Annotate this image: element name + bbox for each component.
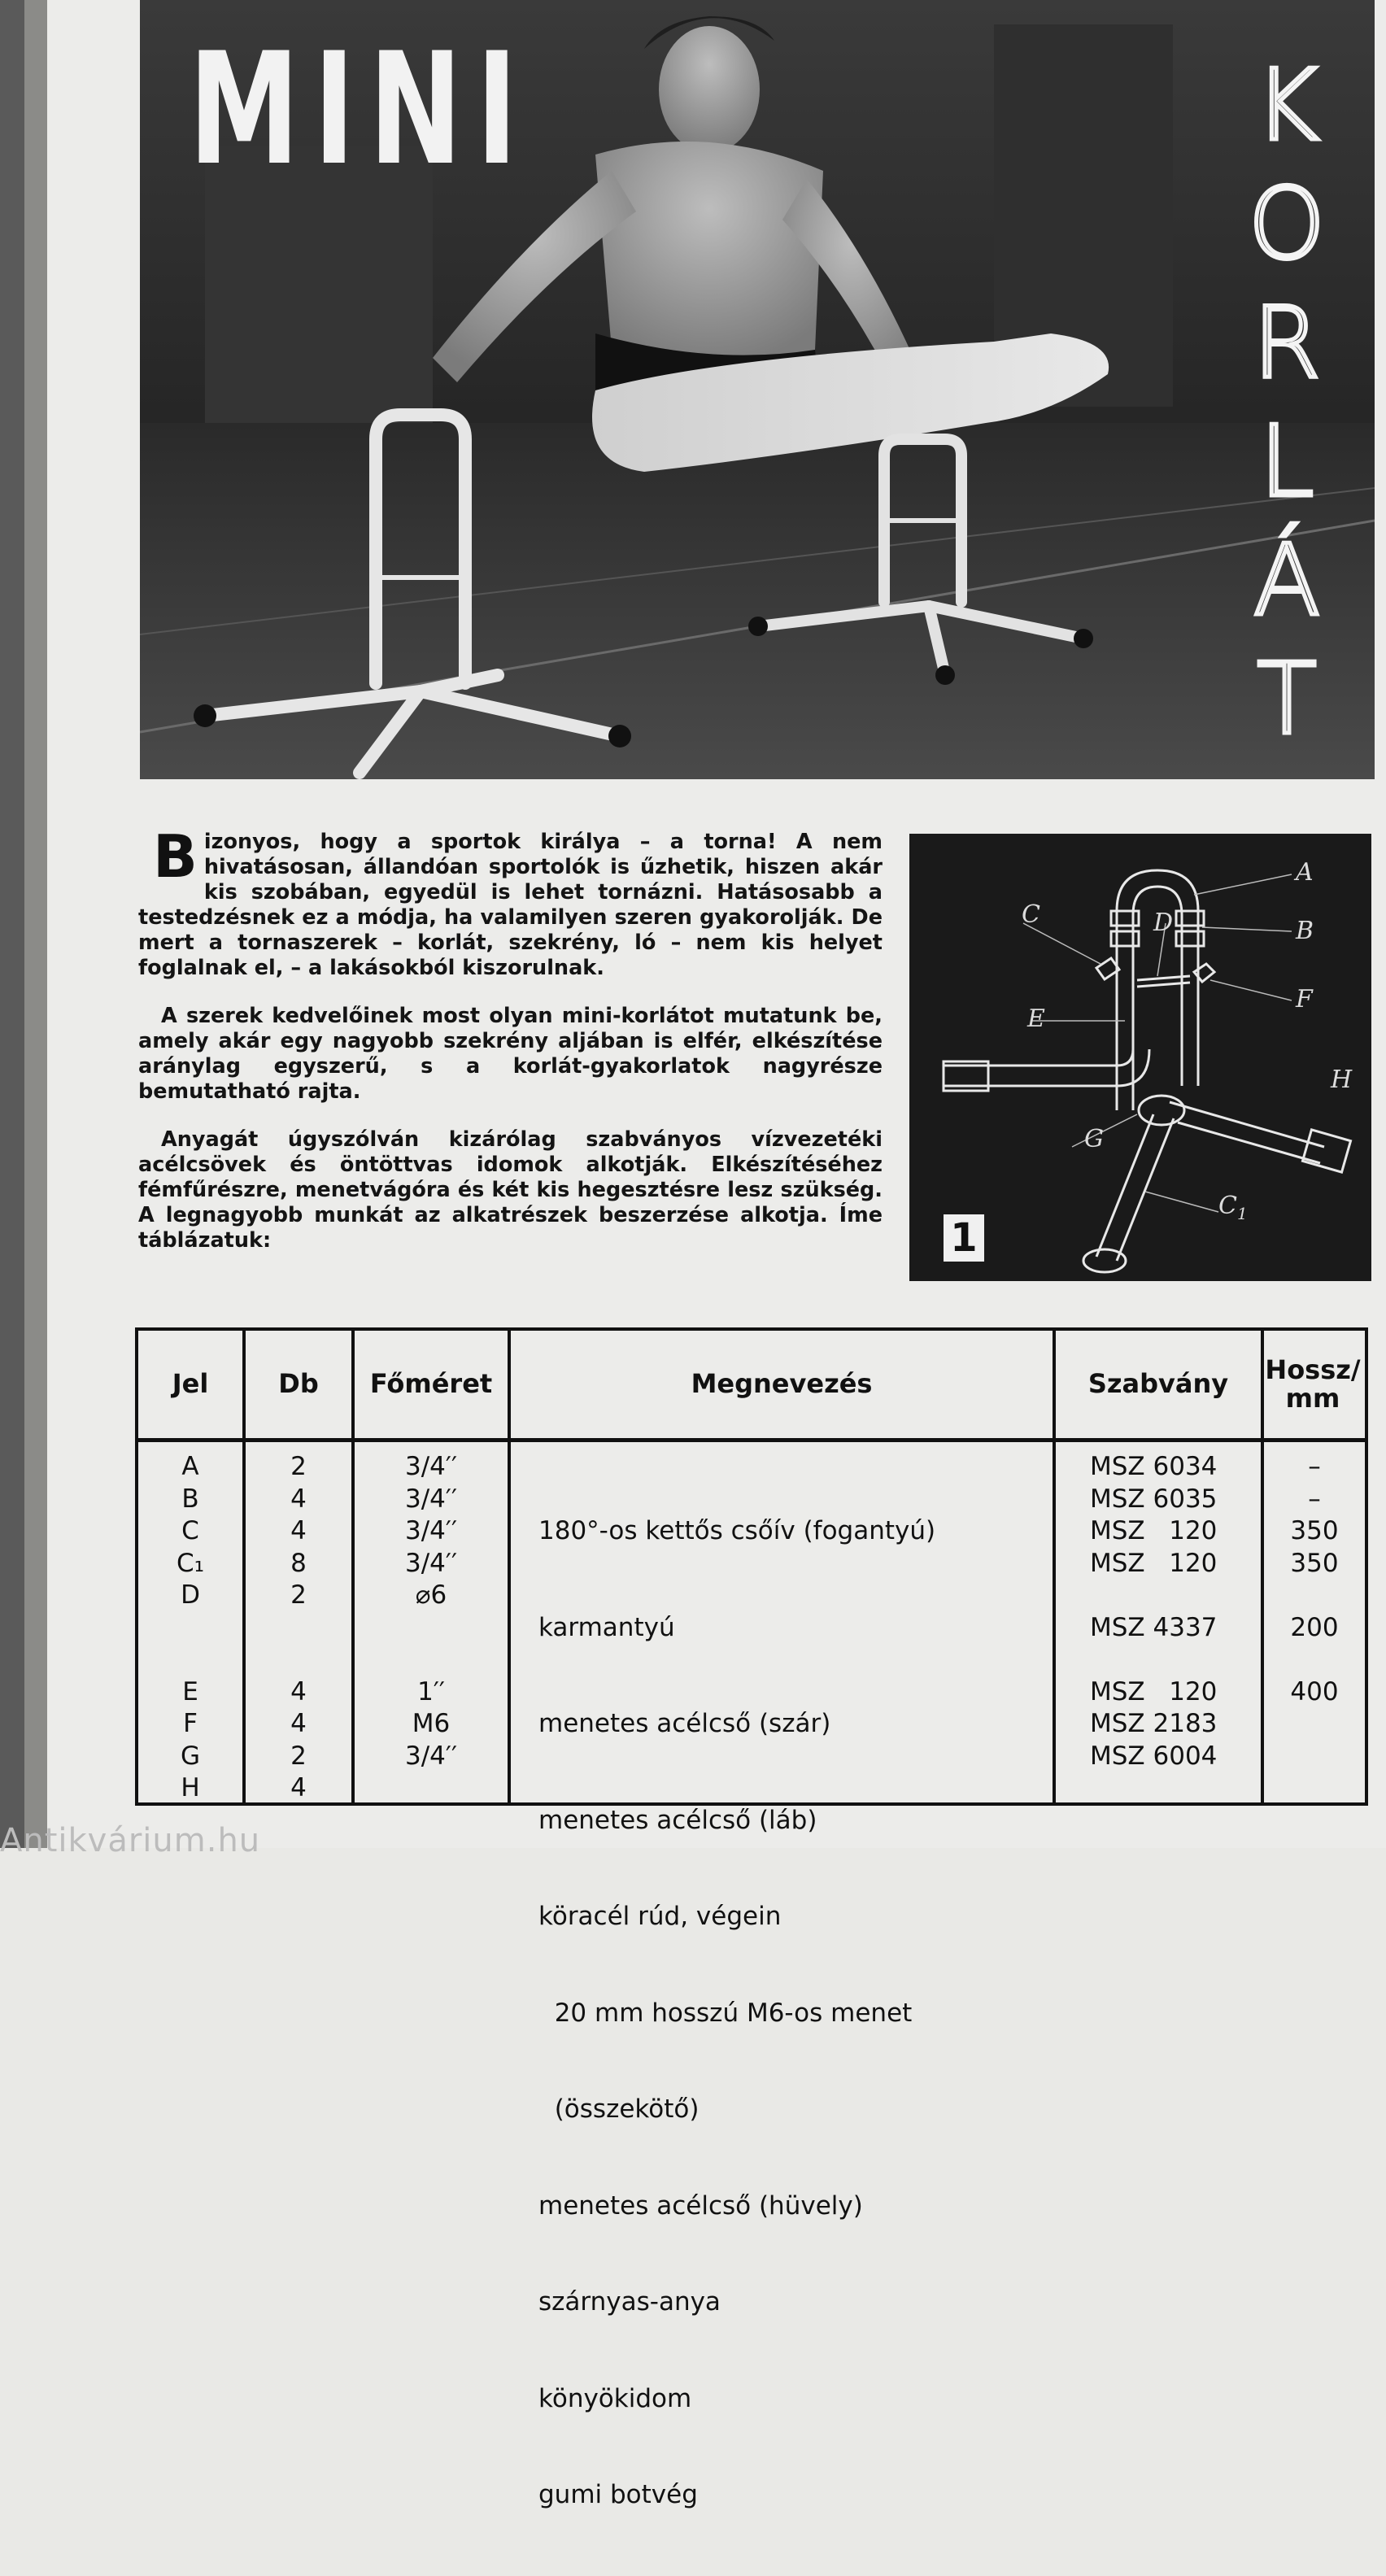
cell-fomeret: 1′′ <box>417 1676 445 1706</box>
cell-megnevezes: könyökidom <box>538 2383 692 2413</box>
cell-hossz: 350 <box>1290 1548 1339 1578</box>
paragraph-1 <box>138 822 883 981</box>
title-letter: K <box>1254 50 1319 163</box>
label-d: D <box>1153 909 1174 937</box>
cell-hossz <box>1264 1644 1365 1676</box>
label-c1 <box>1218 1192 1248 1223</box>
cell-megnevezes: gumi botvég <box>538 2480 698 2509</box>
label-a: A <box>1296 858 1314 887</box>
cell-szabvany: MSZ 120 <box>1090 1516 1218 1545</box>
watermark: Antikvárium.hu <box>0 1822 261 1859</box>
header-hossz: Hossz/ mm <box>1265 1353 1361 1414</box>
cell-jel: G <box>180 1741 201 1771</box>
cell-jel: H <box>181 1773 200 1802</box>
cell-fomeret: 3/4′′ <box>405 1484 457 1514</box>
cell-jel: F <box>183 1709 198 1738</box>
paragraph-2: A szerek kedvelőinek most olyan mini-korlátot mutatunk be, amely akár egy nagyobb szekrény aljában is elfér, elkészítése aránylag egyszerű, s a korlát-gyakorlatok nagyrésze bemutatható rajta. <box>138 1004 883 1104</box>
title-korlat <box>1222 47 1352 760</box>
cell-db: 4 <box>290 1773 307 1802</box>
page-binding-shadow <box>24 0 47 1848</box>
paragraph-1-text: izonyos, hogy a sportok királya – a torna! A nem hivatásosan, állandóan sportolók is űzhetik, hiszen akár kis szobában, egyedül is lehet tornázni. Hatásosabb a testedzésnek ez a módja, ha valamilyen szeren gyakorolják. De mert a tornaszerek – korlát, szekrény, ló – nem kis helyet foglalnak el, – a lakásokból kiszorulnak. <box>138 830 883 980</box>
column-db <box>246 1451 351 1805</box>
cell-jel <box>138 1612 242 1645</box>
cell-jel: C₁ <box>176 1548 205 1578</box>
cell-hossz: 350 <box>1290 1516 1339 1545</box>
drop-cap: B <box>153 822 198 891</box>
cell-megnevezes: menetes acélcső (hüvely) <box>538 2190 863 2221</box>
table-header-rule <box>138 1438 1365 1442</box>
cell-szabvany: MSZ 120 <box>1090 1548 1218 1578</box>
cell-szabvany: MSZ 4337 <box>1090 1612 1218 1642</box>
cell-hossz <box>1264 1741 1365 1773</box>
cell-jel <box>138 1644 242 1676</box>
cell-szabvany <box>1090 1772 1261 1805</box>
cell-fomeret: 3/4′′ <box>405 1516 457 1545</box>
cell-db: 4 <box>290 1484 307 1514</box>
title-mini: MINI <box>189 20 532 199</box>
title-letter: L <box>1259 406 1314 519</box>
label-g: G <box>1084 1125 1104 1153</box>
cell-db: 2 <box>290 1741 307 1771</box>
cell-jel: B <box>181 1484 199 1514</box>
column-jel <box>138 1451 242 1805</box>
header-megnevezes: Megnevezés <box>691 1368 873 1400</box>
cell-szabvany: MSZ 120 <box>1090 1676 1218 1706</box>
cell-megnevezes: 20 mm hosszú M6-os menet <box>538 1998 913 2028</box>
cell-megnevezes: szárnyas-anya <box>538 2287 721 2317</box>
parts-table <box>135 1327 1368 2509</box>
cell-db: 4 <box>290 1709 307 1738</box>
paragraph-3: Anyagát úgyszólván kizárólag szabványos vízvezetéki acélcsövek és öntöttvas idomok alkotják. Elkészítéséhez fémfűrészre, menetvágóra és két kis hegesztésre lesz szükség. A legnagyobb munkát az alkatrészek beszerzése alkotja. Íme táblázatuk: <box>138 1127 883 1253</box>
cell-megnevezes: köracél rúd, végein <box>538 1902 782 1931</box>
column-fomeret <box>355 1451 508 1805</box>
cell-megnevezes: menetes acélcső (szár) <box>538 1709 831 1738</box>
figure-1-diagram <box>909 834 1371 1281</box>
header-db: Db <box>278 1368 319 1400</box>
cell-jel: D <box>181 1580 200 1610</box>
label-e: E <box>1027 1005 1045 1033</box>
cell-hossz <box>1264 1708 1365 1741</box>
cell-jel: C <box>181 1516 199 1545</box>
column-szabvany <box>1090 1451 1261 1805</box>
cell-jel: E <box>182 1676 198 1706</box>
cell-fomeret <box>355 1612 508 1645</box>
cell-jel: A <box>181 1452 199 1481</box>
cell-db: 4 <box>290 1676 307 1706</box>
title-letter: R <box>1253 287 1321 400</box>
cell-szabvany: MSZ 6034 <box>1090 1452 1218 1481</box>
cell-db: 2 <box>290 1580 307 1610</box>
label-c1-main: C <box>1218 1192 1237 1220</box>
cell-hossz: 200 <box>1290 1612 1339 1642</box>
cell-db <box>246 1612 351 1645</box>
header-fomeret: Főméret <box>369 1368 493 1400</box>
header-jel: Jel <box>172 1368 209 1400</box>
cell-hossz: – <box>1308 1452 1321 1481</box>
cell-fomeret <box>355 1644 508 1676</box>
cell-megnevezes: 180°-os kettős csőív (fogantyú) <box>538 1516 936 1545</box>
cell-megnevezes: menetes acélcső (láb) <box>538 1805 817 1835</box>
cell-szabvany: MSZ 6035 <box>1090 1484 1218 1514</box>
cell-szabvany <box>1090 1580 1261 1612</box>
header-szabvany: Szabvány <box>1087 1368 1229 1400</box>
cell-megnevezes: karmantyú <box>538 1612 675 1642</box>
cell-szabvany: MSZ 2183 <box>1090 1709 1218 1738</box>
label-c: C <box>1022 900 1040 929</box>
title-letter: Á <box>1253 525 1321 638</box>
title-letter: T <box>1257 643 1317 756</box>
figure-number: 1 <box>944 1214 984 1262</box>
cell-fomeret: M6 <box>412 1709 451 1738</box>
title-letter: O <box>1248 168 1326 281</box>
cell-db: 4 <box>290 1516 307 1545</box>
label-f: F <box>1296 985 1313 1013</box>
cell-fomeret: 3/4′′ <box>405 1452 457 1481</box>
cell-db: 2 <box>290 1452 307 1481</box>
cell-fomeret <box>355 1772 508 1805</box>
gymnast-photo <box>140 0 1375 779</box>
cell-db: 8 <box>290 1548 307 1578</box>
cell-fomeret: 3/4′′ <box>405 1741 457 1771</box>
label-h: H <box>1331 1066 1353 1094</box>
column-hossz <box>1264 1451 1365 1805</box>
cell-szabvany: MSZ 6004 <box>1090 1741 1218 1771</box>
cell-hossz <box>1264 1580 1365 1612</box>
cell-megnevezes: (összekötő) <box>538 2094 700 2124</box>
cell-db <box>246 1644 351 1676</box>
article-body <box>138 822 883 1276</box>
cell-hossz: – <box>1308 1484 1321 1514</box>
cell-fomeret: ⌀6 <box>415 1580 447 1610</box>
column-megnevezes <box>538 1451 1051 2576</box>
cell-hossz <box>1264 1772 1365 1805</box>
cell-hossz: 400 <box>1290 1676 1339 1706</box>
label-c1-sub: 1 <box>1236 1204 1248 1223</box>
cell-szabvany <box>1090 1644 1261 1676</box>
label-b: B <box>1296 917 1314 945</box>
cell-fomeret: 3/4′′ <box>405 1548 457 1578</box>
